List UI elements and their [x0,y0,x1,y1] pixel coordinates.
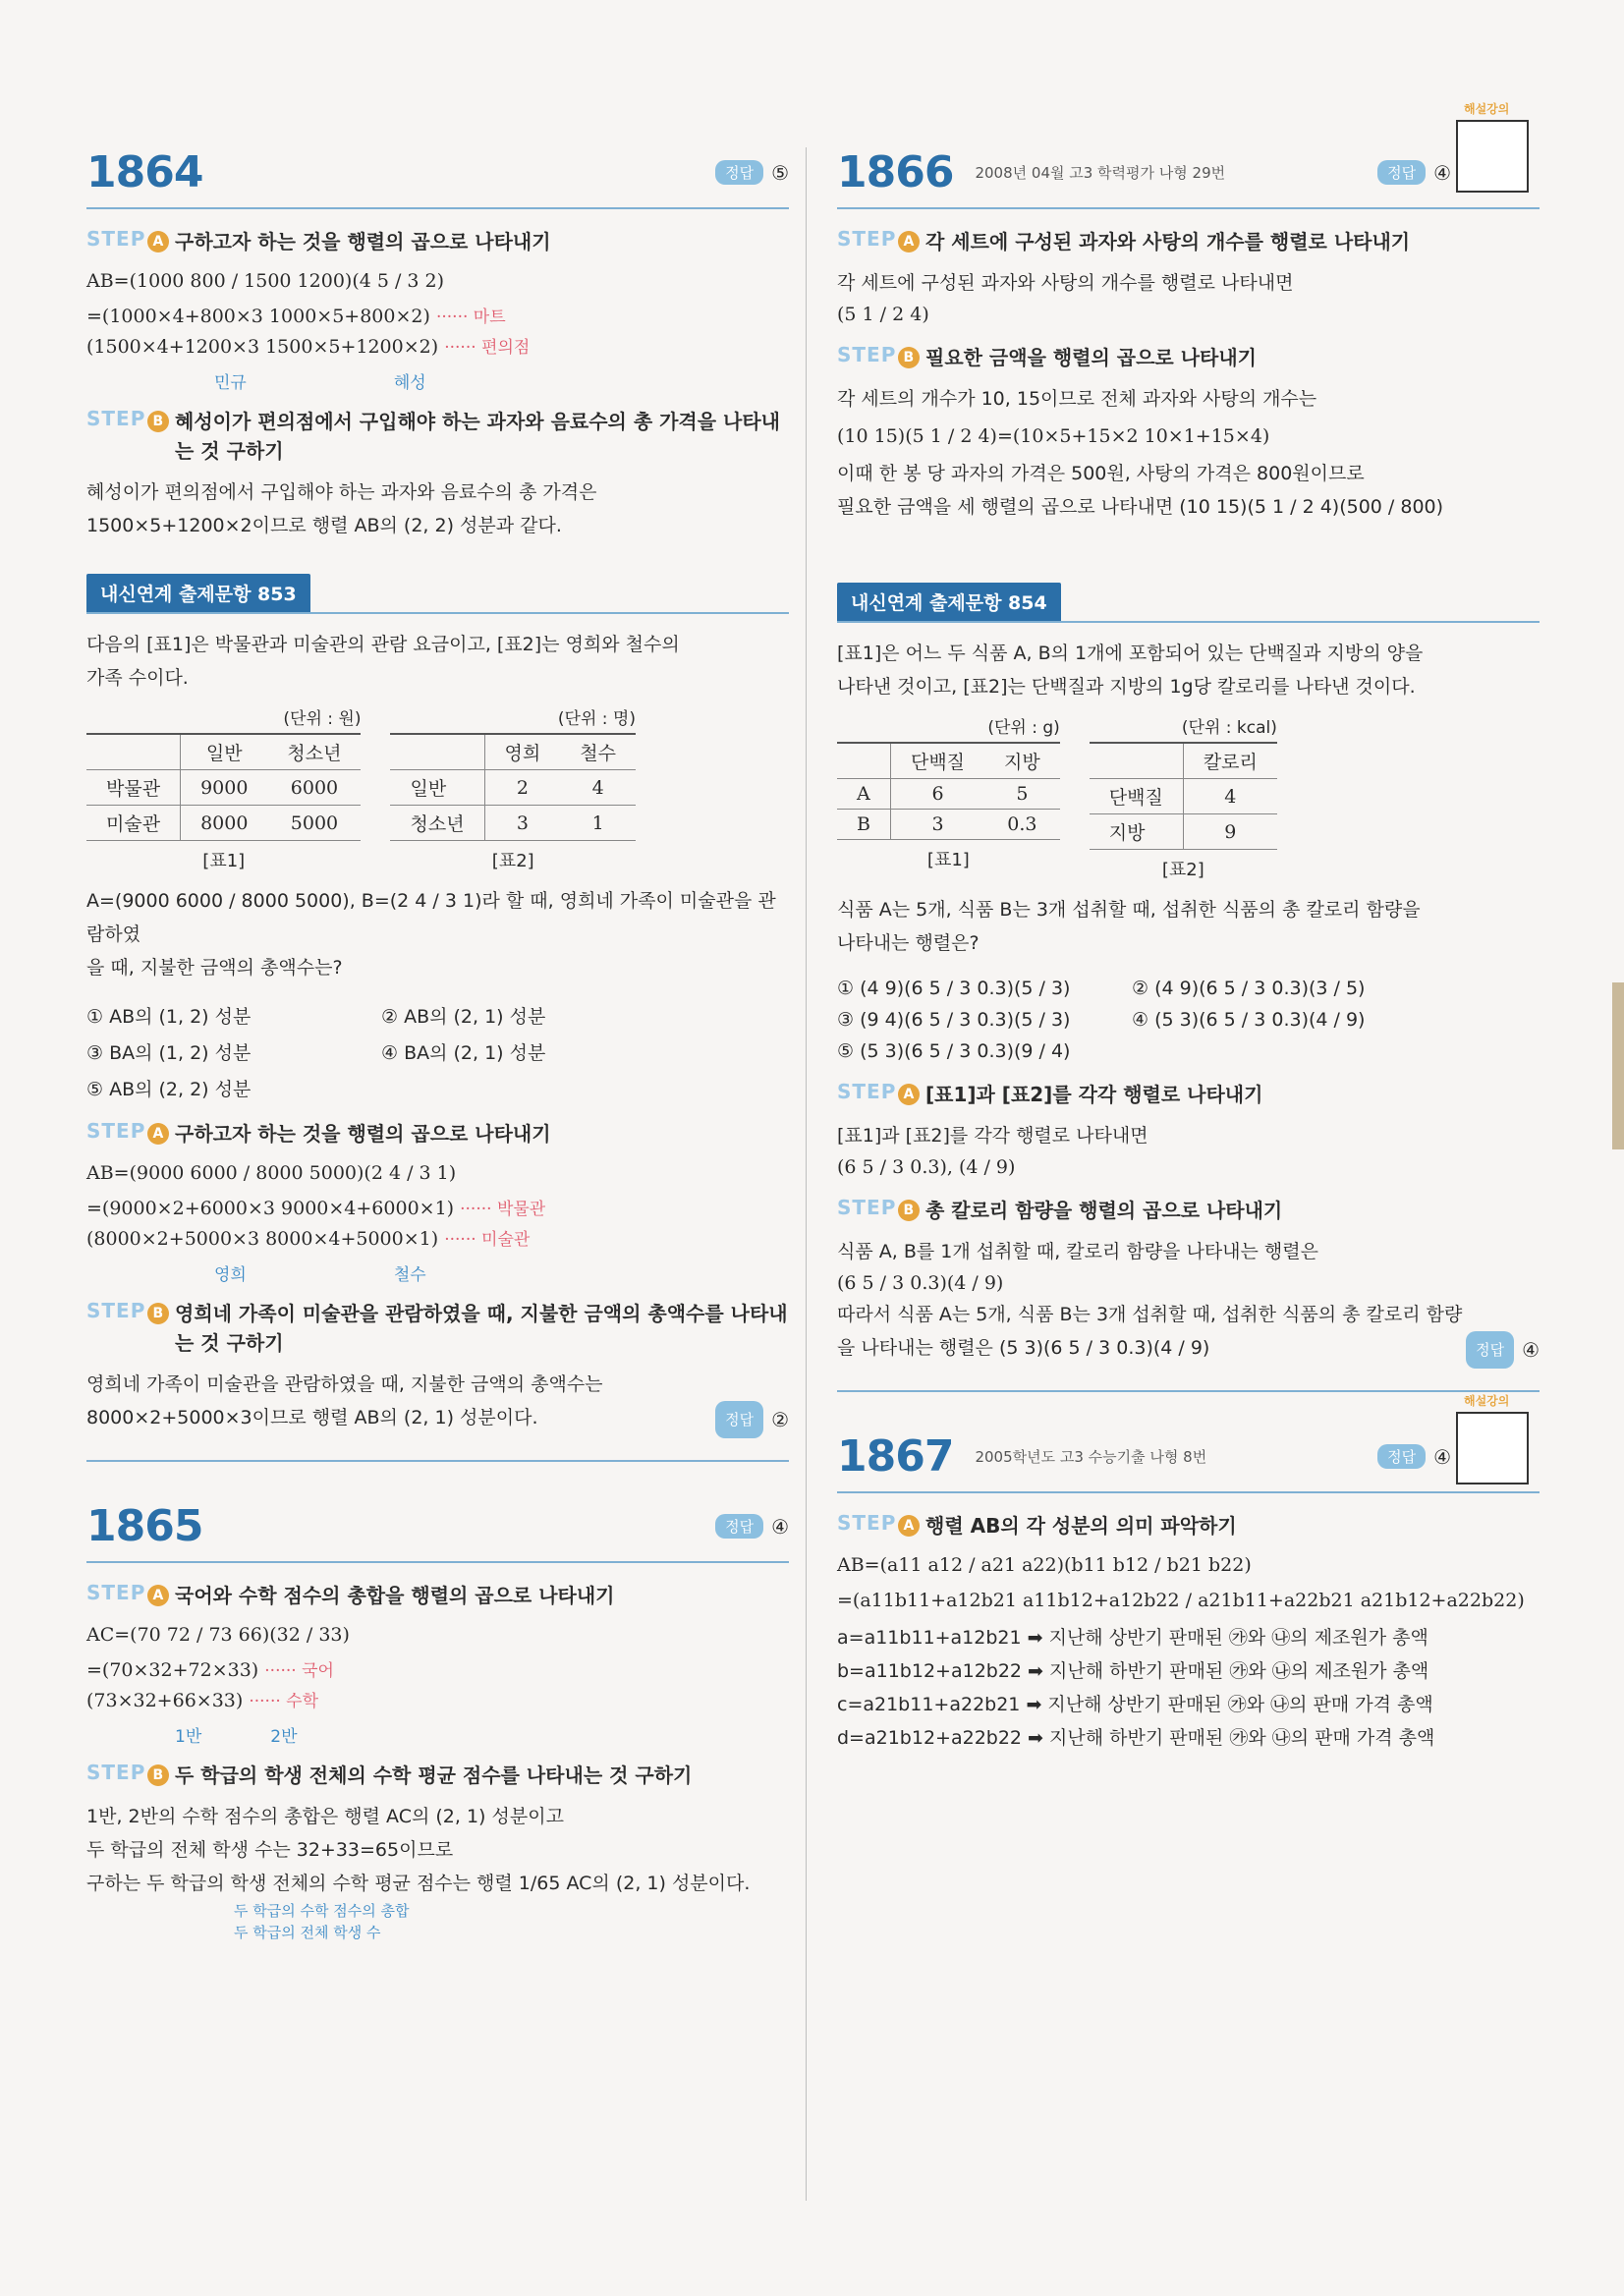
text: c=a21b11+a22b21 ➡ 지난해 상반기 판매된 ㉮와 ㉯의 판매 가격 총액 [837,1694,1433,1715]
text: 각 세트에 구성된 과자와 사탕의 개수를 행렬로 나타내면 [837,272,1294,294]
text: 8000×2+5000×3이므로 행렬 AB의 (2, 1) 성분이다. 정답 ② [86,1401,789,1438]
step-tag: STEP A [837,1080,925,1105]
page-tab [1612,982,1624,1149]
text: d=a21b12+a22b22 ➡ 지난해 하반기 판매된 ㉮와 ㉯의 판매 가격 총액 [837,1727,1435,1749]
choices [86,1002,789,1101]
choice: ③ BA의 (1, 2) 성분 [86,1042,252,1064]
problem-number: 1865 [86,1501,203,1551]
naesin-854-header: 내신연계 출제문항 854 [837,583,1540,623]
tables [837,713,1540,881]
table-1: (단위 : 원) 일반 청소년 박물관 9000 6000 미술관 8000 5000 [표1] [86,704,361,872]
problem-1867 [837,1394,1540,1755]
answer-value: ⑤ [771,160,789,185]
problem-1864-header [86,147,789,209]
step-tag: STEP B [837,343,925,368]
qr-label: 해설강의 [1464,102,1510,116]
unit: (단위 : 명) [557,709,636,729]
step-title: 영희네 가족이 미술관을 관람하였을 때, 지불한 금액의 총액수를 나타내는 것 구하기 [175,1302,788,1355]
step-title: 행렬 AB의 각 성분의 의미 파악하기 [925,1514,1237,1538]
question-text: 나타낸 것이고, [표2]는 단백질과 지방의 1g당 칼로리를 나타낸 것이다. [837,676,1416,698]
step-tag: STEP A [837,227,925,252]
separator [837,1390,1540,1392]
question-text: A=(9000 6000 / 8000 5000), B=(2 4 / 3 1)라 할 때, 영희네 가족이 미술관을 관람하였 [86,890,776,945]
step-title: 필요한 금액을 행렬의 곱으로 나타내기 [925,346,1257,369]
answer-badge: 정답 [715,160,763,185]
text: b=a11b12+a12b22 ➡ 지난해 하반기 판매된 ㉮와 ㉯의 제조원가 총액 [837,1660,1429,1682]
choice: ⑤ (5 3)(6 5 / 3 0.3)(9 / 4) [837,1040,1071,1062]
separator [86,1460,789,1462]
column-divider [806,147,807,2201]
text: 구하는 두 학급의 학생 전체의 수학 평균 점수는 행렬 1/65 AC의 (2, 1) 성분이다. [86,1873,751,1894]
equation: =(9000×2+6000×3 9000×4+6000×1) ······ 박물관 [86,1198,546,1219]
choice: ③ (9 4)(6 5 / 3 0.3)(5 / 3) [837,1009,1071,1031]
table-1: (단위 : g) 단백질 지방 A 6 5 B 3 0.3 [표1] [837,713,1060,871]
text: 1500×5+1200×2이므로 행렬 AB의 (2, 2) 성분과 같다. [86,515,562,536]
step-a [86,1119,789,1148]
equation: AB=(a11 a12 / a21 a22)(b11 b12 / b21 b22) [837,1554,1252,1576]
step-a [837,1080,1540,1109]
step-title: 구하고자 하는 것을 행렬의 곱으로 나타내기 [175,1122,551,1146]
text: 혜성이가 편의점에서 구입해야 하는 과자와 음료수의 총 가격은 [86,481,597,503]
step-title: 구하고자 하는 것을 행렬의 곱으로 나타내기 [175,230,551,253]
qr-label: 해설강의 [1464,1394,1510,1408]
answer: 정답 ④ [1377,160,1451,185]
table-caption: [표1] [202,851,246,871]
equation: =(1000×4+800×3 1000×5+800×2) ······ 마트 [86,306,506,327]
step-title: 두 학급의 학생 전체의 수학 평균 점수를 나타내는 것 구하기 [175,1764,693,1787]
column-labels: 1반 2반 [175,1727,298,1747]
problem-source: 2005학년도 고3 수능기출 나형 8번 [975,1448,1207,1466]
equation: =(a11b11+a12b21 a11b12+a12b22 / a21b11+a22b21 a21b12+a22b22) [837,1590,1525,1611]
step-title: 국어와 수학 점수의 총합을 행렬의 곱으로 나타내기 [175,1584,615,1607]
text: [표1]과 [표2]를 각각 행렬로 나타내면 [837,1125,1148,1147]
equation: (8000×2+5000×3 8000×4+5000×1) ······ 미술관 [86,1228,531,1250]
text: 을 나타내는 행렬은 (5 3)(6 5 / 3 0.3)(4 / 9) 정답 ④ [837,1331,1540,1369]
column-labels: 영희 철수 [214,1265,426,1285]
problem-1866-header [837,147,1540,209]
table-caption: [표1] [926,850,970,870]
text: 영희네 가족이 미술관을 관람하였을 때, 지불한 금액의 총액수는 [86,1373,603,1395]
qr-code-icon[interactable] [1456,120,1529,193]
step-tag: STEP B [837,1196,925,1221]
step-b [86,1299,789,1358]
question-text: 가족 수이다. [86,667,189,689]
matrix: (6 5 / 3 0.3), (4 / 9) [837,1156,1016,1178]
step-a [86,1581,789,1610]
text: 각 세트의 개수가 10, 15이므로 전체 과자와 사탕의 개수는 [837,388,1317,410]
unit: (단위 : g) [987,718,1060,738]
equation: AB=(1000 800 / 1500 1200)(4 5 / 3 2) [86,270,445,292]
text: 두 학급의 전체 학생 수는 32+33=65이므로 [86,1839,454,1861]
matrix: (6 5 / 3 0.3)(4 / 9) [837,1272,1004,1294]
question-text: [표1]은 어느 두 식품 A, B의 1개에 포함되어 있는 단백질과 지방의 양을 [837,643,1424,664]
text: 식품 A, B를 1개 섭취할 때, 칼로리 함량을 나타내는 행렬은 [837,1241,1318,1262]
qr-code-icon[interactable] [1456,1412,1529,1484]
note: 두 학급의 수학 점수의 총합 두 학급의 전체 학생 수 [234,1902,410,1941]
equation: =(70×32+72×33) ······ 국어 [86,1659,334,1681]
question-text: 나타내는 행렬은? [837,932,980,954]
step-b [86,1761,789,1790]
matrix: (5 1 / 2 4) [837,304,929,325]
step-tag: STEP B [86,1761,175,1786]
text: a=a11b11+a12b21 ➡ 지난해 상반기 판매된 ㉮와 ㉯의 제조원가 총액 [837,1627,1428,1649]
step-b [837,1196,1540,1225]
choice: ⑤ AB의 (2, 2) 성분 [86,1079,252,1100]
problem-1865-header [86,1501,789,1563]
problem-number: 1864 [86,147,203,197]
problem-1867-header [837,1431,1540,1493]
step-tag: STEP B [86,1299,175,1324]
step-b [86,407,789,466]
step-b [837,343,1540,372]
choice: ④ BA의 (2, 1) 성분 [381,1042,546,1064]
answer: 정답 ④ [715,1514,789,1539]
step-title: [표1]과 [표2]를 각각 행렬로 나타내기 [925,1083,1263,1106]
choice: ② AB의 (2, 1) 성분 [381,1006,546,1028]
equation: (10 15)(5 1 / 2 4)=(10×5+15×2 10×1+15×4) [837,425,1270,447]
step-tag: STEP A [86,1119,175,1145]
text: 1반, 2반의 수학 점수의 총합은 행렬 AC의 (2, 1) 성분이고 [86,1806,564,1827]
choice: ④ (5 3)(6 5 / 3 0.3)(4 / 9) [1132,1009,1366,1031]
answer: 정답 ④ [1377,1444,1451,1469]
text: 따라서 식품 A는 5개, 식품 B는 3개 섭취할 때, 섭취한 식품의 총 칼로리 함량 [837,1304,1463,1325]
equation: (73×32+66×33) ······ 수학 [86,1690,319,1711]
choice: ① AB의 (1, 2) 성분 [86,1006,252,1028]
step-tag: STEP A [86,1581,175,1606]
choice: ② (4 9)(6 5 / 3 0.3)(3 / 5) [1132,978,1366,999]
step-title: 총 칼로리 함량을 행렬의 곱으로 나타내기 [925,1199,1283,1222]
left-column [86,147,789,1943]
step-tag: STEP A [86,227,175,252]
table-2: (단위 : 명) 영희 철수 일반 2 4 청소년 3 1 [표2] [390,704,636,872]
unit: (단위 : kcal) [1181,718,1277,738]
step-title: 각 세트에 구성된 과자와 사탕의 개수를 행렬로 나타내기 [925,230,1411,253]
column-labels: 민규 혜성 [214,373,426,393]
equation: (1500×4+1200×3 1500×5+1200×2) ······ 편의점 [86,336,531,358]
problem-number: 1866 [837,147,954,197]
equation: AC=(70 72 / 73 66)(32 / 33) [86,1624,350,1646]
answer [715,160,789,185]
unit: (단위 : 원) [283,709,362,729]
choices [837,978,1540,1062]
problem-number: 1867 [837,1431,954,1482]
question-text: 다음의 [표1]은 박물관과 미술관의 관람 요금이고, [표2]는 영희와 철수의 [86,634,680,655]
step-a [86,227,789,256]
table-2: (단위 : kcal) 칼로리 단백질 4 지방 9 [표2] [1090,713,1277,881]
step-tag: STEP B [86,407,175,432]
text: 이때 한 봉 당 과자의 가격은 500원, 사탕의 가격은 800원이므로 [837,463,1365,484]
step-tag: STEP A [837,1511,925,1537]
tables [86,704,789,872]
table-caption: [표2] [1161,860,1204,880]
choice: ① (4 9)(6 5 / 3 0.3)(5 / 3) [837,978,1071,999]
step-a [837,1511,1540,1540]
problem-source: 2008년 04월 고3 학력평가 나형 29번 [975,164,1226,182]
step-title: 혜성이가 편의점에서 구입해야 하는 과자와 음료수의 총 가격을 나타내는 것 구하기 [175,410,780,463]
right-column [837,102,1540,1755]
equation: AB=(9000 6000 / 8000 5000)(2 4 / 3 1) [86,1162,457,1184]
text: 필요한 금액을 세 행렬의 곱으로 나타내면 (10 15)(5 1 / 2 4)(500 / 800) [837,496,1444,518]
naesin-853-header: 내신연계 출제문항 853 [86,574,789,614]
question-text: 을 때, 지불한 금액의 총액수는? [86,957,343,979]
step-a [837,227,1540,256]
table-caption: [표2] [491,851,534,871]
question-text: 식품 A는 5개, 식품 B는 3개 섭취할 때, 섭취한 식품의 총 칼로리 함량을 [837,899,1421,921]
